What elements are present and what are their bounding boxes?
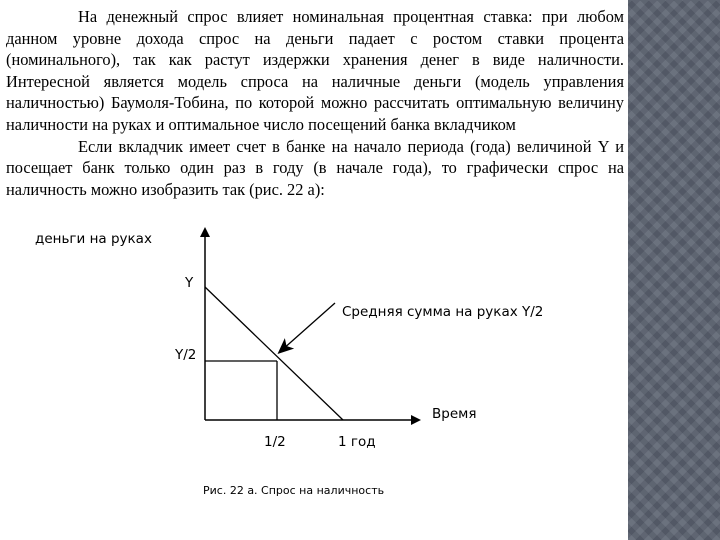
x-tick-half: 1/2 [264, 434, 286, 450]
y-tick-half: Y/2 [175, 347, 197, 363]
cash-balance-line [205, 287, 343, 420]
paragraph-2: Если вкладчик имеет счет в банке на начало периода (года) величиной Y и посещает банк только один раз в году (в начале года), то графически спрос на наличность можно изобразить так (рис. 22 а): [6, 136, 624, 199]
paragraph-1: На денежный спрос влияет номинальная процентная ставка: при любом данном уровне дохода спрос на деньги падает с ростом ставки процента (номинального), так как растут издержки хранения денег в виде наличности. Интересной является модель спроса на наличные деньги (модель управления наличностью) Баумоля-Тобина, по которой можно рассчитать оптимальную величину наличности на руках и оптимальное число посещений банка вкладчиком [6, 7, 624, 134]
x-tick-full: 1 год [338, 434, 376, 450]
x-axis-label: Время [432, 406, 477, 422]
figure-caption: Рис. 22 а. Спрос на наличность [203, 484, 385, 497]
y-axis-label: деньги на руках [35, 231, 152, 247]
decorative-side-panel [628, 0, 720, 540]
y-tick-full: Y [185, 275, 194, 291]
annotation-arrow [282, 303, 335, 350]
annotation-label: Средняя сумма на руках Y/2 [342, 304, 544, 320]
